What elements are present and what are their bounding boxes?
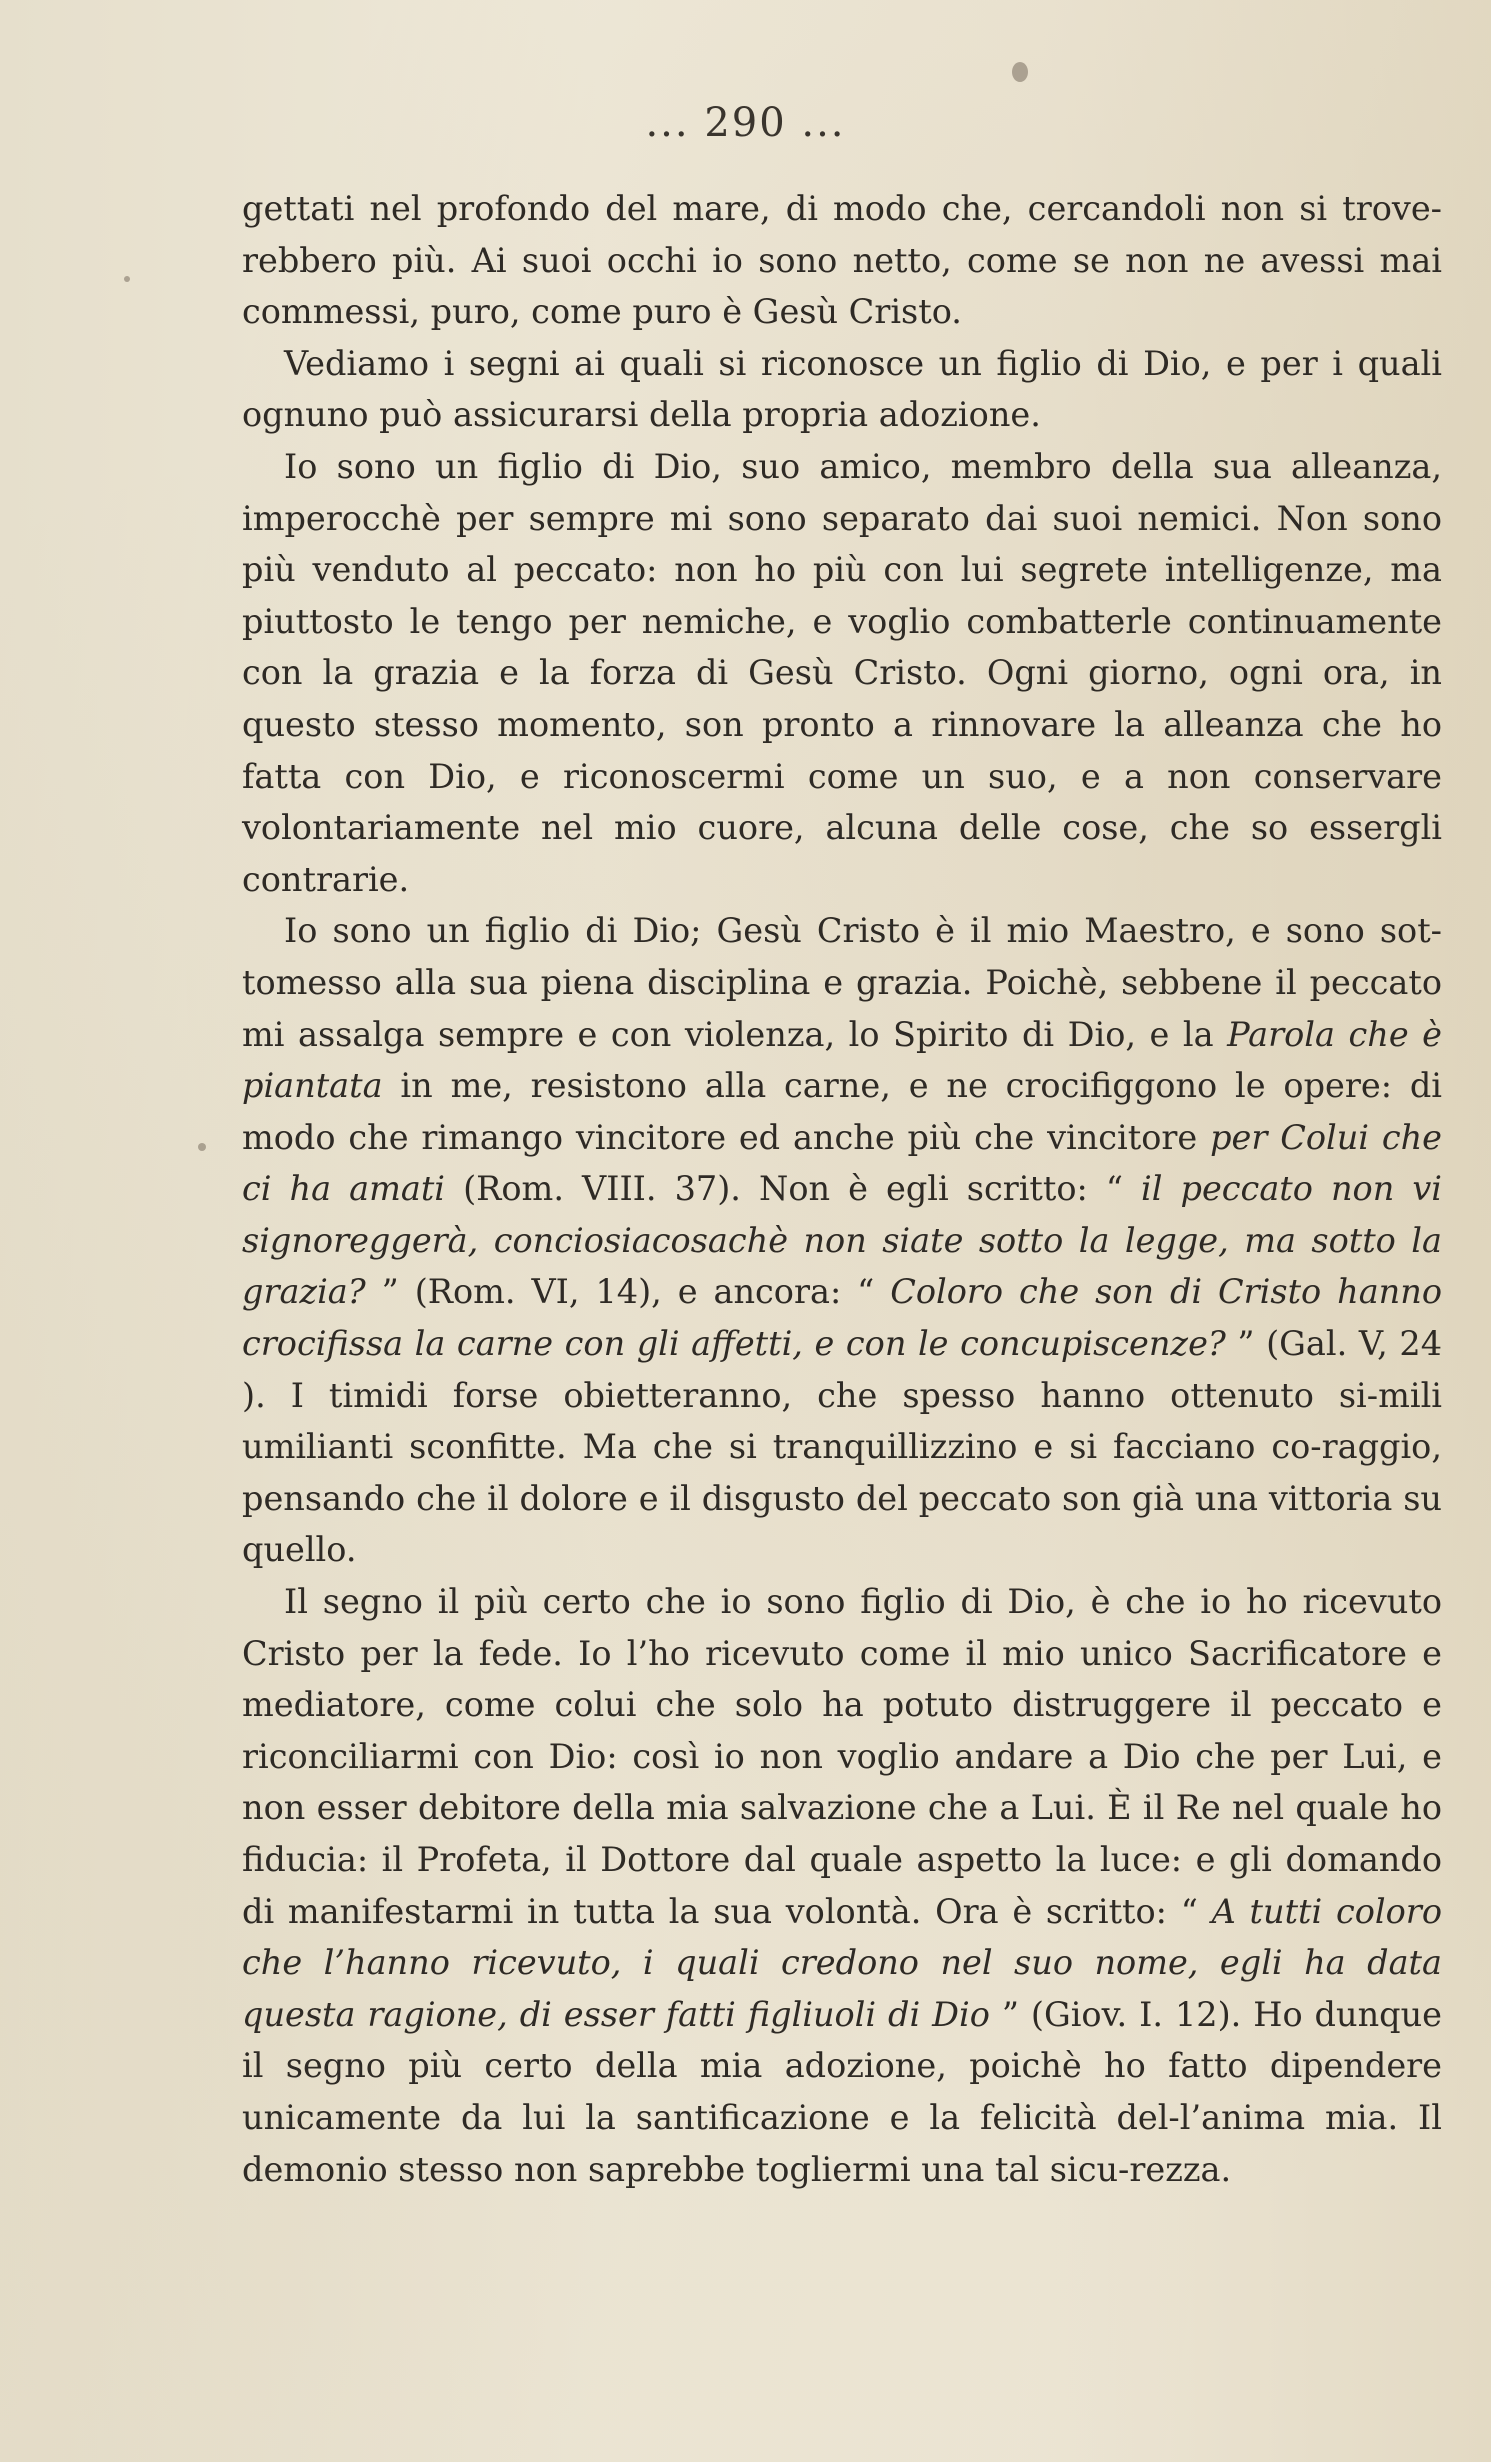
ink-spot (1012, 62, 1028, 82)
body-text (242, 183, 1442, 2195)
page-number: ... 290 ... (645, 100, 846, 146)
text-run: ” (Gal. V, 24 ). I timidi forse obietteranno, che spesso hanno ottenuto si-mili umilianti sconfitte. Ma che si tranquillizzino e si facciano co-raggio, pensando che il dolore e il disgusto del peccato son già una vittoria su quello. (242, 1324, 1443, 1570)
ink-spot (198, 1143, 206, 1151)
paragraph (242, 183, 1442, 338)
text-run: (Rom. VIII. 37). Non è egli scritto: “ (445, 1169, 1142, 1209)
ink-spot (124, 276, 130, 282)
paragraph (242, 338, 1442, 441)
text-run: gettati nel profondo del mare, di modo che, cercandoli non si trove-rebbero più. Ai suoi occhi io sono netto, come se non ne avessi mai commessi, puro, come puro è Gesù Cristo. (242, 189, 1442, 332)
text-run: Vediamo i segni ai quali si riconosce un figlio di Dio, e per i quali ognuno può assicurarsi della propria adozione. (242, 343, 1442, 435)
text-run: in me, resistono alla carne, e ne crocifiggono le opere: di modo che rimango vincitore ed anche più che vincitore (242, 1066, 1442, 1157)
italic-text: Coloro che son di Cristo hanno crocifissa la carne con gli affetti, e con le concupiscenze? (242, 1272, 1442, 1364)
paragraph (242, 905, 1442, 1576)
italic-text: il peccato non vi signoreggerà, conciosiacosachè non siate sotto la legge, ma sotto la grazia? (242, 1169, 1442, 1312)
text-run: Io sono un figlio di Dio, suo amico, membro della sua alleanza, imperocchè per sempre mi sono separato dai suoi nemici. Non sono più venduto al peccato: non ho più con lui segrete intelligenze, ma piuttosto le tengo per nemiche, e voglio combatterle continuamente con la grazia e la forza di Gesù Cristo. Ogni giorno, ogni ora, in questo stesso momento, son pronto a rinnovare la alleanza che ho fatta con Dio, e riconoscermi come un suo, e a non conservare volontariamente nel mio cuore, alcuna delle cose, che so essergli contrarie. (242, 446, 1442, 899)
paragraph (242, 441, 1442, 905)
italic-text: A tutti coloro che l’hanno ricevuto, i quali credono nel suo nome, egli ha data questa ragione, di esser fatti figliuoli di Dio (242, 1891, 1442, 2034)
italic-text: per Colui che ci ha amati (242, 1117, 1442, 1209)
paragraph (242, 1576, 1442, 2195)
text-run: ” (Rom. VI, 14), e ancora: “ (365, 1272, 891, 1312)
text-run: ” (Giov. I. 12). Ho dunque il segno più certo della mia adozione, poichè ho fatto dipendere unicamente da lui la santificazione e la felicità del-l’anima mia. Il demonio stesso non saprebbe togliermi una tal sicu-rezza. (242, 1994, 1442, 2189)
text-run: Il segno il più certo che io sono figlio di Dio, è che io ho ricevuto Cristo per la fede. Io l’ho ricevuto come il mio unico Sacrificatore e mediatore, come colui che solo ha potuto distruggere il peccato e riconciliarmi con Dio: così io non voglio andare a Dio che per Lui, e non esser debitore della mia salvazione che a Lui. È il Re nel quale ho fiducia: il Profeta, il Dottore dal quale aspetto la luce: e gli domando di manifestarmi in tutta la sua volontà. Ora è scritto: “ (242, 1582, 1442, 1931)
italic-text: Parola che è piantata (242, 1014, 1442, 1106)
text-run: Io sono un figlio di Dio; Gesù Cristo è il mio Maestro, e sono sot-tomesso alla sua piena disciplina e grazia. Poichè, sebbene il peccato mi assalga sempre e con violenza, lo Spirito di Dio, e la (242, 911, 1442, 1054)
